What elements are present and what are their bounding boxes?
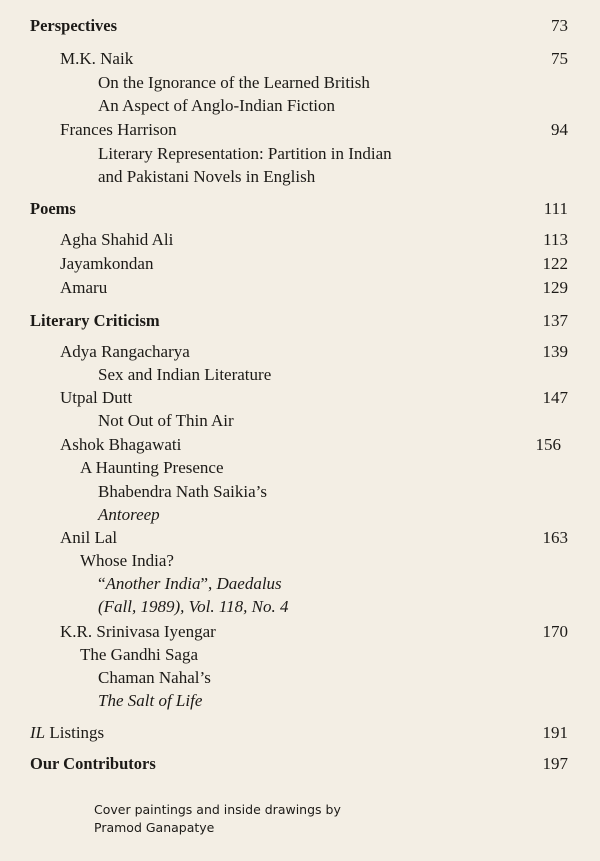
credit-line: Pramod Ganapatye [94, 820, 215, 835]
toc-entry-naik [0, 47, 600, 71]
toc-entry-harrison [0, 118, 600, 142]
toc-section-poems [0, 197, 600, 221]
toc-entry-dutt [0, 386, 600, 410]
toc-section-listings [0, 721, 600, 745]
entry-title: Sex and Indian Literature [98, 365, 272, 384]
page-number: 191 [542, 723, 568, 742]
toc-entry-bhagawati [0, 433, 600, 457]
entry-title: On the Ignorance of the Learned British [98, 73, 370, 92]
page-number: 111 [543, 199, 568, 218]
entry-title: The Gandhi Saga [80, 645, 199, 664]
page-number: 139 [542, 342, 568, 361]
toc-entry-rangacharya [0, 340, 600, 364]
entry-title: (Fall, 1989), Vol. 118, No. 4 [98, 597, 289, 616]
entry-author: Adya Rangacharya [60, 342, 190, 361]
page-number: 156 [535, 435, 561, 454]
page-number: 122 [542, 254, 568, 273]
page-number: 197 [542, 754, 568, 773]
entry-title: Whose India? [80, 551, 174, 570]
entry-title: The Salt of Life [98, 691, 203, 710]
entry-title: An Aspect of Anglo-Indian Fiction [98, 96, 336, 115]
entry-author: Frances Harrison [60, 120, 177, 139]
toc-section-contributors [0, 752, 600, 776]
toc-entry-ali [0, 228, 600, 252]
entry-title: Chaman Nahal’s [98, 668, 211, 687]
toc-entry-jayamkondan [0, 252, 600, 276]
entry-title: and Pakistani Novels in English [98, 167, 316, 186]
section-title: Perspectives [30, 16, 118, 35]
entry-author: K.R. Srinivasa Iyengar [60, 622, 216, 641]
page-number: 113 [543, 230, 568, 249]
toc-section-literary-criticism [0, 309, 600, 333]
entry-title: “Another India”, Daedalus [98, 574, 282, 593]
page-number: 163 [542, 528, 568, 547]
toc-entry-amaru [0, 276, 600, 300]
page-number: 75 [551, 49, 568, 68]
toc-section-perspectives [0, 14, 600, 38]
entry-title: Not Out of Thin Air [98, 411, 234, 430]
toc-entry-lal [0, 526, 600, 550]
entry-author: M.K. Naik [60, 49, 134, 68]
section-title: Literary Criticism [30, 311, 160, 330]
section-title: Poems [30, 199, 76, 218]
page-number: 73 [551, 16, 568, 35]
entry-title: Literary Representation: Partition in Indian [98, 144, 392, 163]
toc-entry-iyengar [0, 620, 600, 644]
entry-title: A Haunting Presence [80, 458, 224, 477]
section-title: Our Contributors [30, 754, 156, 773]
credit-line: Cover paintings and inside drawings by [94, 802, 341, 817]
page-number: 137 [542, 311, 568, 330]
entry-author: Jayamkondan [60, 254, 154, 273]
page-number: 170 [542, 622, 568, 641]
entry-author: Anil Lal [60, 528, 118, 547]
entry-author: Ashok Bhagawati [60, 435, 182, 454]
page-number: 129 [542, 278, 568, 297]
entry-author: Agha Shahid Ali [60, 230, 174, 249]
entry-author: Amaru [60, 278, 108, 297]
page-number: 94 [551, 120, 568, 139]
section-title: IL Listings [30, 723, 105, 742]
entry-title: Bhabendra Nath Saikia’s [98, 482, 268, 501]
page-number: 147 [542, 388, 568, 407]
entry-title: Antoreep [98, 505, 160, 524]
entry-author: Utpal Dutt [60, 388, 133, 407]
